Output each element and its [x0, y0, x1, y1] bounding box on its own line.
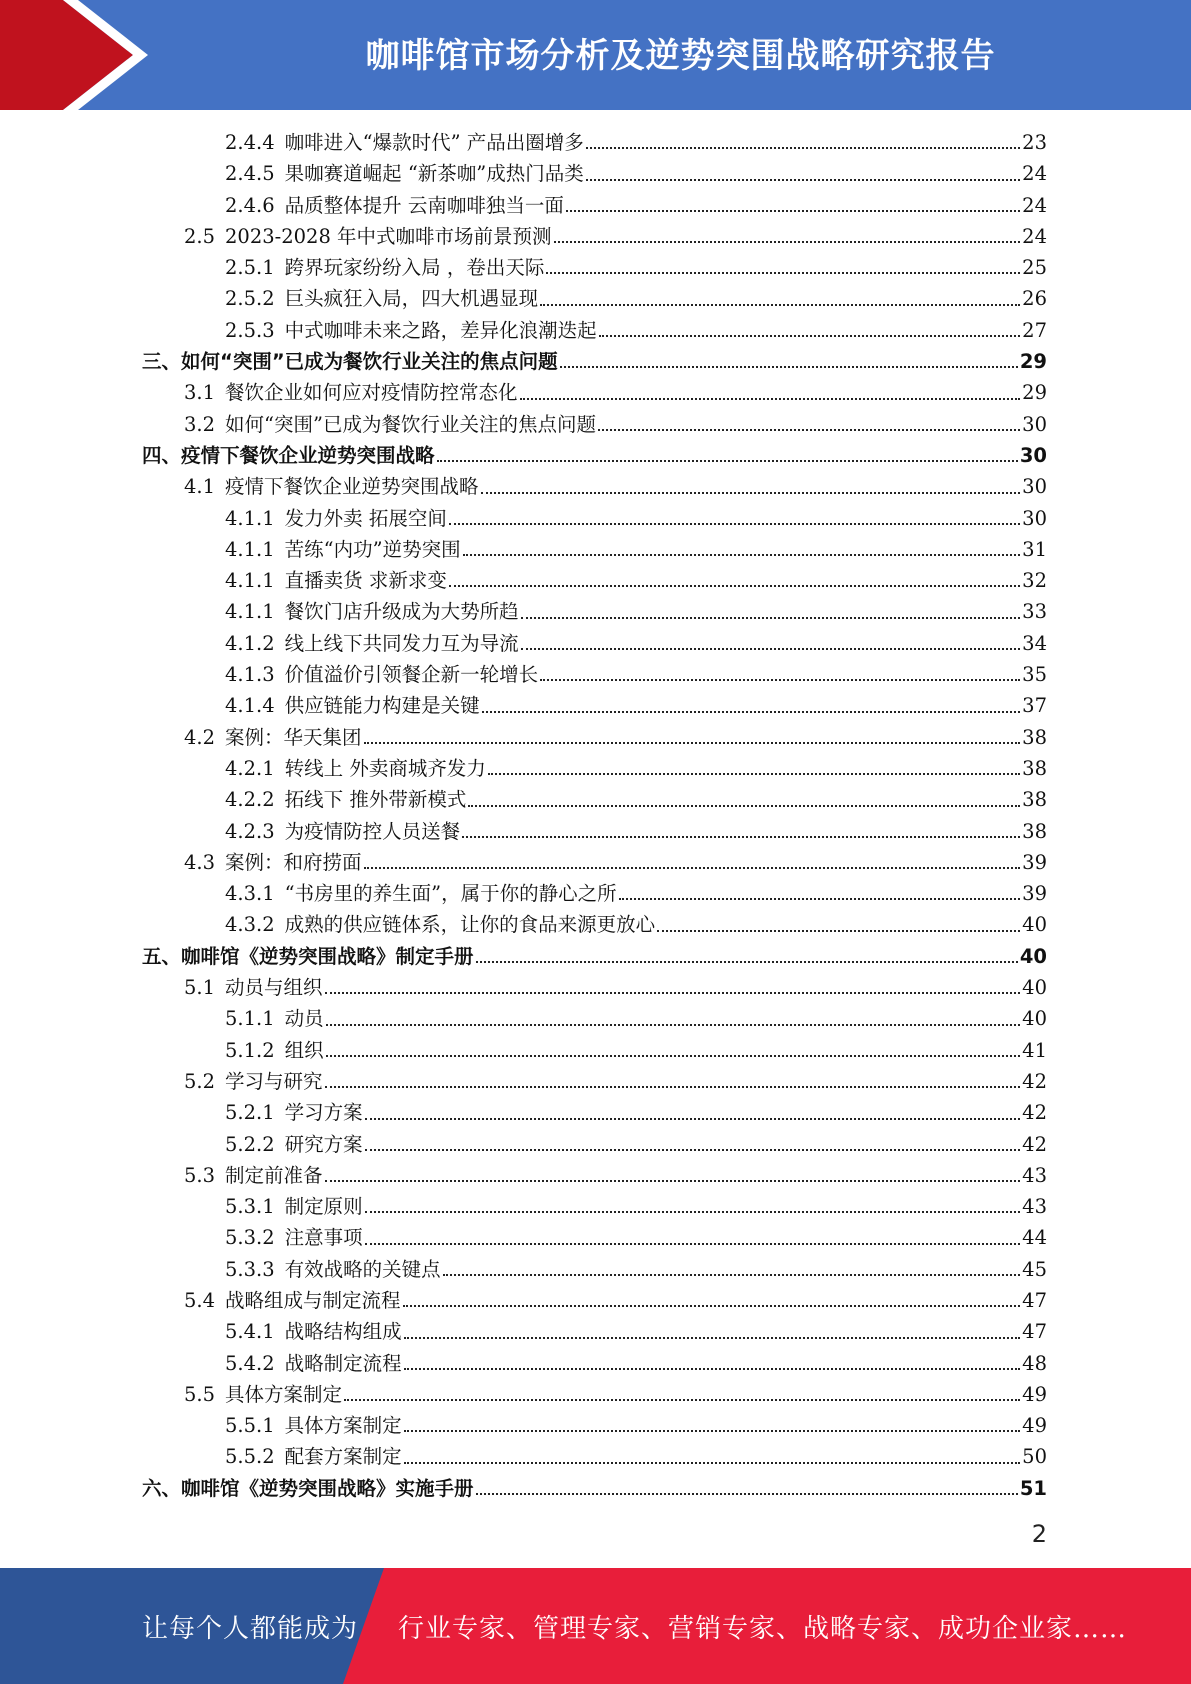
toc-entry[interactable]	[142, 158, 1047, 189]
toc-dot-leader	[540, 304, 1020, 306]
toc-entry-page: 43	[1022, 1195, 1047, 1219]
toc-entry[interactable]	[142, 1191, 1047, 1222]
toc-entry[interactable]	[142, 1254, 1047, 1285]
toc-entry-title: 四、疫情下餐饮企业逆势突围战略	[142, 443, 435, 467]
toc-entry[interactable]	[142, 972, 1047, 1003]
toc-dot-leader	[540, 679, 1020, 681]
toc-dot-leader	[325, 992, 1021, 994]
toc-entry-number: 4.1.1	[225, 506, 275, 530]
toc-entry-title: 注意事项	[284, 1226, 363, 1250]
toc-entry-number: 4.3.1	[225, 882, 275, 906]
toc-entry-title: 三、如何“突围”已成为餐饮行业关注的焦点问题	[142, 350, 558, 374]
footer-slogan-right: 行业专家、管理专家、营销专家、战略专家、成功企业家……	[398, 1613, 1128, 1644]
toc-entry-page: 40	[1019, 944, 1047, 968]
chevron-red-shape	[0, 0, 133, 110]
toc-entry-title: 为疫情防控人员送餐	[284, 819, 461, 843]
toc-entry-page: 45	[1022, 1257, 1047, 1281]
toc-entry-title: 如何“突围”已成为餐饮行业关注的焦点问题	[225, 412, 596, 436]
toc-dot-leader	[325, 1180, 1021, 1182]
toc-entry[interactable]	[142, 1473, 1047, 1504]
toc-entry[interactable]	[142, 1316, 1047, 1347]
toc-entry[interactable]	[142, 690, 1047, 721]
toc-entry-page: 51	[1019, 1476, 1047, 1500]
toc-entry-title: 具体方案制定	[284, 1414, 402, 1438]
toc-entry-number: 5.4.2	[225, 1351, 275, 1375]
toc-entry-title: 制定原则	[284, 1195, 363, 1219]
toc-entry-number: 2.5.3	[225, 318, 275, 342]
toc-entry-number: 2.4.4	[225, 131, 275, 154]
toc-entry-number: 4.1.1	[225, 600, 275, 624]
toc-entry[interactable]	[142, 377, 1047, 408]
toc-entry-number: 2.4.5	[225, 162, 275, 186]
toc-entry-title: 供应链能力构建是关键	[284, 694, 480, 718]
toc-dot-leader	[404, 1430, 1021, 1432]
toc-dot-leader	[520, 398, 1021, 400]
toc-entry-number: 2.4.6	[225, 193, 275, 217]
toc-entry-page: 47	[1022, 1320, 1047, 1344]
toc-entry-number: 4.1.3	[225, 663, 275, 687]
toc-entry-page: 25	[1022, 256, 1047, 280]
toc-dot-leader	[560, 366, 1018, 368]
footer-slogan-left: 让每个人都能成为	[142, 1613, 359, 1644]
toc-entry-title: 战略结构组成	[284, 1320, 402, 1344]
toc-entry-title: 价值溢价引领餐企新一轮增长	[284, 663, 539, 687]
toc-dot-leader	[365, 1149, 1021, 1151]
table-of-contents	[142, 127, 1047, 1504]
toc-entry-title: 巨头疯狂入局，四大机遇显现	[284, 287, 539, 311]
toc-entry-page: 38	[1022, 788, 1047, 812]
toc-entry-title: 餐饮门店升级成为大势所趋	[284, 600, 519, 624]
page-number: 2	[1031, 1520, 1047, 1548]
toc-entry-number: 5.3.3	[225, 1257, 275, 1281]
toc-entry-title: 拓线下 推外带新模式	[284, 788, 467, 812]
toc-entry-page: 27	[1022, 318, 1047, 342]
toc-entry-title: 苦练“内功”逆势突围	[284, 537, 461, 561]
toc-entry-number: 2.5.1	[225, 256, 275, 280]
toc-entry[interactable]	[142, 346, 1047, 377]
toc-entry-title: 组织	[284, 1038, 324, 1062]
toc-entry-title: 案例：华天集团	[225, 725, 362, 749]
toc-entry-title: 直播卖货 求新求变	[284, 569, 447, 593]
toc-dot-leader	[449, 523, 1020, 525]
toc-dot-leader	[619, 898, 1021, 900]
toc-entry[interactable]	[142, 847, 1047, 878]
toc-entry-title: 有效战略的关键点	[284, 1257, 441, 1281]
toc-dot-leader	[443, 1274, 1021, 1276]
toc-entry-number: 3.1	[184, 381, 216, 405]
toc-entry[interactable]	[142, 471, 1047, 502]
toc-entry[interactable]	[142, 1035, 1047, 1066]
toc-entry-number: 5.5.1	[225, 1414, 275, 1438]
toc-entry[interactable]	[142, 440, 1047, 471]
toc-entry-title: 餐饮企业如何应对疫情防控常态化	[225, 381, 518, 405]
toc-entry-page: 38	[1022, 725, 1047, 749]
toc-entry-title: 疫情下餐饮企业逆势突围战略	[225, 475, 479, 499]
toc-entry[interactable]	[142, 753, 1047, 784]
toc-entry-page: 47	[1022, 1288, 1047, 1312]
toc-entry[interactable]	[142, 190, 1047, 221]
toc-entry-page: 39	[1022, 850, 1047, 874]
toc-entry-number: 5.1.2	[225, 1038, 275, 1062]
toc-dot-leader	[449, 585, 1020, 587]
toc-entry[interactable]	[142, 1066, 1047, 1097]
toc-entry[interactable]	[142, 1003, 1047, 1034]
toc-entry[interactable]	[142, 816, 1047, 847]
toc-dot-leader	[364, 867, 1021, 869]
toc-entry[interactable]	[142, 1410, 1047, 1441]
toc-entry-page: 49	[1022, 1414, 1047, 1438]
toc-entry[interactable]	[142, 315, 1047, 346]
toc-entry-page: 40	[1022, 1007, 1047, 1031]
toc-entry-title: 配套方案制定	[284, 1445, 402, 1469]
toc-entry-page: 37	[1022, 694, 1047, 718]
toc-entry-number: 3.2	[184, 412, 216, 436]
toc-entry[interactable]	[142, 909, 1047, 940]
toc-dot-leader	[482, 711, 1021, 713]
toc-entry-page: 24	[1022, 193, 1047, 217]
toc-entry-page: 49	[1022, 1382, 1047, 1406]
toc-entry-title: 案例：和府捞面	[225, 850, 362, 874]
toc-entry-page: 30	[1022, 412, 1047, 436]
toc-entry[interactable]	[142, 409, 1047, 440]
toc-entry-number: 4.1.2	[225, 631, 275, 655]
toc-entry-number: 2.5.2	[225, 287, 275, 311]
toc-entry-title: 中式咖啡未来之路，差异化浪潮迭起	[284, 318, 597, 342]
toc-entry-page: 31	[1022, 537, 1047, 561]
toc-dot-leader	[546, 272, 1020, 274]
toc-entry-page: 39	[1022, 882, 1047, 906]
toc-dot-leader	[476, 1493, 1018, 1495]
toc-entry-title: 转线上 外卖商城齐发力	[284, 756, 486, 780]
toc-entry[interactable]	[142, 1129, 1047, 1160]
toc-entry[interactable]	[142, 722, 1047, 753]
toc-entry[interactable]	[142, 1285, 1047, 1316]
toc-dot-leader	[403, 1305, 1021, 1307]
toc-entry-number: 4.1.4	[225, 694, 275, 718]
toc-entry-number: 4.2.2	[225, 788, 275, 812]
toc-entry-title: 发力外卖 拓展空间	[284, 506, 447, 530]
toc-entry[interactable]	[142, 1222, 1047, 1253]
toc-entry[interactable]	[142, 283, 1047, 314]
toc-entry-page: 43	[1022, 1163, 1047, 1187]
toc-dot-leader	[365, 1118, 1021, 1120]
toc-entry[interactable]	[142, 534, 1047, 565]
toc-entry-page: 29	[1019, 350, 1047, 374]
toc-entry[interactable]	[142, 1348, 1047, 1379]
toc-entry[interactable]	[142, 878, 1047, 909]
toc-entry-title: 线上线下共同发力互为导流	[284, 631, 519, 655]
toc-entry-number: 4.2.1	[225, 756, 275, 780]
toc-entry-number: 4.2.3	[225, 819, 275, 843]
toc-entry-number: 5.3.1	[225, 1195, 275, 1219]
toc-entry[interactable]	[142, 252, 1047, 283]
toc-entry[interactable]	[142, 596, 1047, 627]
toc-entry-page: 38	[1022, 756, 1047, 780]
toc-entry[interactable]	[142, 503, 1047, 534]
toc-dot-leader	[365, 1243, 1021, 1245]
toc-entry-title: 学习与研究	[225, 1069, 323, 1093]
toc-entry-number: 4.3.2	[225, 913, 275, 937]
toc-entry-page: 35	[1022, 663, 1047, 687]
toc-entry-page: 26	[1022, 287, 1047, 311]
toc-dot-leader	[325, 1086, 1021, 1088]
toc-entry-page: 33	[1022, 600, 1047, 624]
toc-entry-number: 5.4	[184, 1288, 216, 1312]
toc-entry[interactable]	[142, 221, 1047, 252]
toc-entry-title: 六、咖啡馆《逆势突围战略》实施手册	[142, 1476, 474, 1500]
toc-dot-leader	[657, 930, 1020, 932]
toc-dot-leader	[404, 1462, 1021, 1464]
toc-dot-leader	[586, 179, 1020, 181]
toc-entry[interactable]	[142, 628, 1047, 659]
toc-dot-leader	[521, 648, 1021, 650]
toc-entry-number: 5.4.1	[225, 1320, 275, 1344]
toc-dot-leader	[404, 1368, 1021, 1370]
toc-dot-leader	[463, 554, 1021, 556]
toc-dot-leader	[344, 1399, 1020, 1401]
toc-entry-page: 34	[1022, 631, 1047, 655]
toc-entry-page: 50	[1022, 1445, 1047, 1469]
toc-dot-leader	[326, 1024, 1021, 1026]
toc-dot-leader	[476, 961, 1018, 963]
toc-entry-title: 制定前准备	[225, 1163, 323, 1187]
toc-entry[interactable]	[142, 1097, 1047, 1128]
toc-dot-leader	[598, 429, 1020, 431]
toc-entry-page: 48	[1022, 1351, 1047, 1375]
toc-entry[interactable]	[142, 784, 1047, 815]
toc-entry-number: 4.3	[184, 850, 216, 874]
toc-entry-page: 24	[1022, 162, 1047, 186]
toc-entry-number: 4.1.1	[225, 569, 275, 593]
toc-entry-number: 5.3	[184, 1163, 216, 1187]
toc-entry-title: 咖啡进入“爆款时代” 产品出圈增多	[284, 131, 584, 154]
toc-entry[interactable]	[142, 1441, 1047, 1472]
toc-entry-title: 2023-2028 年中式咖啡市场前景预测	[225, 224, 552, 248]
toc-entry-number: 5.1	[184, 976, 216, 1000]
toc-entry-title: 成熟的供应链体系，让你的食品来源更放心	[284, 913, 656, 937]
toc-dot-leader	[481, 492, 1021, 494]
toc-entry-number: 5.3.2	[225, 1226, 275, 1250]
toc-entry-title: 五、咖啡馆《逆势突围战略》制定手册	[142, 944, 474, 968]
toc-entry-page: 30	[1022, 475, 1047, 499]
toc-entry-page: 23	[1022, 131, 1047, 154]
toc-entry-number: 5.5.2	[225, 1445, 275, 1469]
toc-dot-leader	[566, 210, 1020, 212]
toc-entry[interactable]	[142, 127, 1047, 158]
toc-dot-leader	[488, 773, 1020, 775]
toc-dot-leader	[599, 335, 1021, 337]
toc-dot-leader	[462, 836, 1020, 838]
toc-dot-leader	[365, 1211, 1021, 1213]
toc-entry-title: 果咖赛道崛起 “新茶咖”成热门品类	[284, 162, 584, 186]
toc-entry-title: 跨界玩家纷纷入局 ，卷出天际	[284, 256, 545, 280]
toc-dot-leader	[521, 617, 1021, 619]
toc-dot-leader	[437, 460, 1018, 462]
toc-entry-page: 42	[1022, 1101, 1047, 1125]
toc-entry-number: 2.5	[184, 224, 216, 248]
toc-entry-page: 40	[1022, 913, 1047, 937]
toc-entry-number: 5.2.2	[225, 1132, 275, 1156]
toc-entry[interactable]	[142, 941, 1047, 972]
toc-entry-title: 动员	[284, 1007, 324, 1031]
toc-dot-leader	[468, 805, 1020, 807]
toc-entry-page: 44	[1022, 1226, 1047, 1250]
toc-entry-title: 研究方案	[284, 1132, 363, 1156]
toc-entry-title: 战略制定流程	[284, 1351, 402, 1375]
toc-entry[interactable]	[142, 1160, 1047, 1191]
page-footer	[0, 1568, 1191, 1684]
toc-entry-page: 30	[1019, 443, 1047, 467]
toc-entry-title: 动员与组织	[225, 976, 323, 1000]
toc-entry-number: 5.1.1	[225, 1007, 275, 1031]
toc-dot-leader	[326, 1055, 1021, 1057]
toc-entry-number: 4.1	[184, 475, 216, 499]
toc-dot-leader	[554, 241, 1021, 243]
toc-entry-page: 40	[1022, 976, 1047, 1000]
toc-entry-number: 4.2	[184, 725, 216, 749]
toc-entry-page: 32	[1022, 569, 1047, 593]
toc-entry-page: 41	[1022, 1038, 1047, 1062]
toc-entry-title: “书房里的养生面”，属于你的静心之所	[284, 882, 617, 906]
toc-entry-title: 品质整体提升 云南咖啡独当一面	[284, 193, 564, 217]
toc-dot-leader	[586, 147, 1020, 149]
toc-entry-number: 4.1.1	[225, 537, 275, 561]
toc-entry[interactable]	[142, 565, 1047, 596]
report-title: 咖啡馆市场分析及逆势突围战略研究报告	[365, 35, 996, 76]
toc-entry-number: 5.2	[184, 1069, 216, 1093]
toc-entry-page: 38	[1022, 819, 1047, 843]
toc-dot-leader	[364, 742, 1021, 744]
toc-entry-page: 30	[1022, 506, 1047, 530]
page-header	[0, 0, 1191, 110]
toc-entry-title: 战略组成与制定流程	[225, 1288, 401, 1312]
toc-entry-title: 学习方案	[284, 1101, 363, 1125]
toc-entry-number: 5.2.1	[225, 1101, 275, 1125]
toc-entry-title: 具体方案制定	[225, 1382, 343, 1406]
toc-entry-page: 42	[1022, 1069, 1047, 1093]
toc-entry[interactable]	[142, 659, 1047, 690]
toc-entry-page: 42	[1022, 1132, 1047, 1156]
toc-dot-leader	[404, 1337, 1021, 1339]
toc-entry-page: 24	[1022, 224, 1047, 248]
toc-entry-number: 5.5	[184, 1382, 216, 1406]
red-chevron-decoration	[0, 0, 160, 110]
toc-entry[interactable]	[142, 1379, 1047, 1410]
toc-entry-page: 29	[1022, 381, 1047, 405]
